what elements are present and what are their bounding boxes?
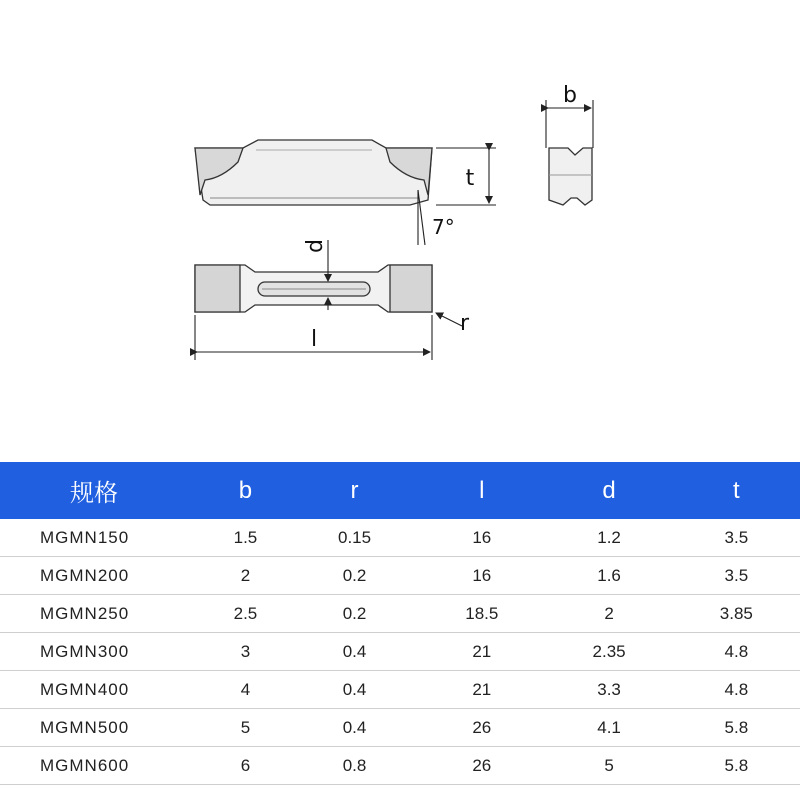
cell-model: MGMN150 [0, 519, 200, 557]
cell-r: 0.8 [291, 747, 418, 785]
cell-model: MGMN200 [0, 557, 200, 595]
cell-model: MGMN600 [0, 747, 200, 785]
table-row [0, 519, 800, 557]
cell-l: 16 [418, 519, 545, 557]
table-row [0, 557, 800, 595]
top-view [195, 265, 432, 312]
header-r: r [291, 462, 418, 519]
header-spec: 规格 [0, 462, 200, 519]
cell-t: 4.8 [673, 633, 800, 671]
cell-model: MGMN250 [0, 595, 200, 633]
cell-b: 2 [200, 557, 291, 595]
cell-d: 5 [545, 747, 672, 785]
table-row [0, 633, 800, 671]
header-t: t [673, 462, 800, 519]
cell-d: 1.2 [545, 519, 672, 557]
cell-t: 5.8 [673, 709, 800, 747]
cell-t: 3.5 [673, 519, 800, 557]
cell-l: 21 [418, 633, 545, 671]
cell-l: 26 [418, 747, 545, 785]
cell-l: 21 [418, 671, 545, 709]
cell-t: 3.5 [673, 557, 800, 595]
table-row [0, 747, 800, 785]
cell-d: 1.6 [545, 557, 672, 595]
table-row [0, 595, 800, 633]
cell-b: 6 [200, 747, 291, 785]
cell-b: 2.5 [200, 595, 291, 633]
cell-b: 3 [200, 633, 291, 671]
cell-b: 5 [200, 709, 291, 747]
cell-r: 0.2 [291, 595, 418, 633]
cell-l: 16 [418, 557, 545, 595]
cell-d: 2.35 [545, 633, 672, 671]
cell-l: 26 [418, 709, 545, 747]
cell-r: 0.15 [291, 519, 418, 557]
header-l: l [418, 462, 545, 519]
specification-table [0, 462, 800, 785]
cell-r: 0.4 [291, 671, 418, 709]
b-label: b [563, 83, 577, 108]
header-d: d [545, 462, 672, 519]
cell-r: 0.2 [291, 557, 418, 595]
cell-model: MGMN400 [0, 671, 200, 709]
r-label: r [460, 311, 470, 336]
header-b: b [200, 462, 291, 519]
cell-d: 2 [545, 595, 672, 633]
cell-l: 18.5 [418, 595, 545, 633]
table-row [0, 671, 800, 709]
side-view [195, 140, 432, 205]
r-leader [436, 313, 462, 326]
cell-r: 0.4 [291, 709, 418, 747]
cell-r: 0.4 [291, 633, 418, 671]
table-header-row [0, 462, 800, 519]
cell-d: 4.1 [545, 709, 672, 747]
cell-d: 3.3 [545, 671, 672, 709]
cell-b: 1.5 [200, 519, 291, 557]
cell-t: 3.85 [673, 595, 800, 633]
cell-model: MGMN300 [0, 633, 200, 671]
cell-model: MGMN500 [0, 709, 200, 747]
l-label: l [310, 327, 318, 352]
end-view [549, 148, 592, 205]
cell-t: 4.8 [673, 671, 800, 709]
cell-t: 5.8 [673, 747, 800, 785]
angle-label: 7° [432, 215, 455, 239]
t-label: t [465, 166, 475, 191]
table-row [0, 709, 800, 747]
d-label: d [303, 239, 328, 253]
cell-b: 4 [200, 671, 291, 709]
